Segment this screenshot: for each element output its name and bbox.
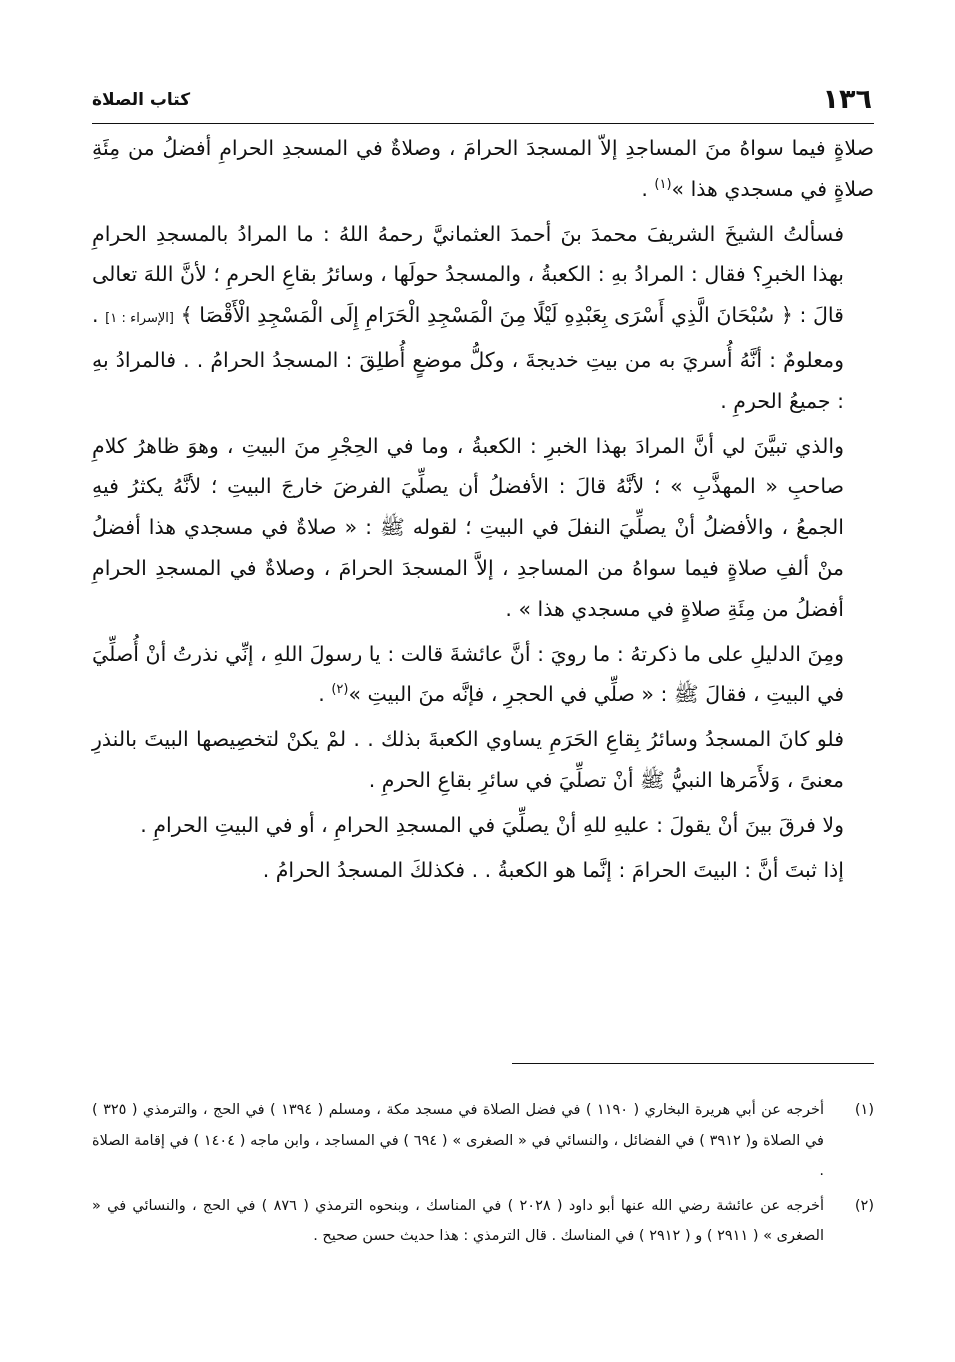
footnote-separator [512,1063,874,1064]
page-number: ١٣٦ [822,84,872,115]
header-rule [92,123,874,124]
footnote-1 [92,1095,874,1187]
paragraph-7: إذا ثبتَ أنَّ : البيتَ الحرامَ : إنَّما هو الكعبةُ . . فكذلكَ المسجدُ الحرامُ . [262,857,844,882]
quran-verse: ﴿ سُبْحَانَ الَّذِي أَسْرَى بِعَبْدِهِ لَيْلًا مِنَ الْمَسْجِدِ الْحَرَامِ إِلَى الْمَسْجِدِ الْأَقْصَا ﴾ [180,303,793,328]
footnote-2 [92,1191,874,1252]
paragraph-1: صلاةٍ فيما سواهُ منَ المساجدِ إلاّ المسجدَ الحرامَ ، وصلاةٌ في المسجدِ الحرامِ أفضلُ من مِئَةِ صلاةٍ في مسجدي هذا »$^{(١)}$ . [92,136,874,201]
paragraph-5: فلو كانَ المسجدُ وسائرُ بِقاعِ الحَرَمِ يساوي الكعبةَ بذلك . . لمْ يكنْ لتخصِيصها البيتَ بالنذرِ معنىً ، وَلأَمَرها النبيُّ ﷺ أنْ تصلِّيَ في سائرِ بقاعِ الحرمِ . [92,727,844,792]
quran-citation: [الإسراء : ١] [105,311,174,327]
paragraph-6: ولا فرقَ بينَ أنْ يقولَ : عليهِ للهِ أنْ يصلِّيَ في المسجدِ الحرامِ ، أو في البيتِ الحرامِ . [140,812,844,837]
book-title: كتاب الصلاة [92,90,191,110]
footnote-ref-1: (١) [654,176,672,192]
paragraph-4: ومِنَ الدليلِ على ما ذكرتهُ : ما رويَ : أنَّ عائشةَ قالت : يا رسولَ اللهِ ، إنِّي نذرتُ أنْ أُصلِّيَ في البيتِ ، فقالَ ﷺ : « صلِّي في الحجرِ ، فإنَّه منَ البيتِ »$^{(٢)}$ . [92,641,844,707]
footnote-text: أخرجه عن عائشة رضي الله عنها أبو داود ( ٢٠٢٨ ) في المناسك ، وبنحوه الترمذي ( ٨٧٦ ) في الحج ، والنسائي في « الصغرى » ( ٢٩١١ ) و ( ٢٩١٢ ) في المناسك . قال الترمذي : هذا حديث حسن صحيح . [92,1197,824,1244]
footnote-number: (١) [854,1102,874,1118]
footnote-number: (٢) [854,1197,874,1214]
paragraph-3: والذي تبيَّنَ لي أنَّ المرادَ بهذا الخبرِ : الكعبةُ ، وما في الحِجْرِ منَ البيتِ ، وهوَ ظاهرُ كلامِ صاحبِ « المهذَّبِ » ؛ لأنَّهُ قالَ : الأفضلُ أن يصلِّيَ الفرضَ خارجَ البيتِ ؛ لأنَّهُ يكثرُ فيهِ الجمعُ ، والأفضلُ أنْ يصلِّيَ النفلَ في البيتِ ؛ لقوله ﷺ : « صلاةٌ في مسجدي هذا أفضلُ منْ ألفِ صلاةٍ فيما سواهُ من المساجدِ ، إلاَّ المسجدَ الحرامَ ، وصلاةٌ في المسجدِ الحرامِ أفضلُ من مِئَةِ صلاةٍ في مسجدي هذا » . [92,433,844,621]
paragraph-2: فسألتُ الشيخَ الشريفَ محمدَ بنَ أحمدَ العثمانيَّ رحمهُ اللهُ : ما المرادُ بالمسجدِ الحرامِ بهذا الخبرِ؟ فقال : المرادُ بهِ : الكعبةُ ، والمسجدُ حولَها ، وسائرُ بقاعِ الحرمِ ؛ لأنَّ اللهَ تعالى قالَ : ﴿ سُبْحَانَ الَّذِي أَسْرَى بِعَبْدِهِ لَيْلًا مِنَ الْمَسْجِدِ الْحَرَامِ إِلَى الْمَسْجِدِ الْأَقْصَا ﴾ [الإسراء : ١] . ومعلومٌ : أنَّهُ أُسريَ به من بيتِ خديجةَ ، وكلُّ موضعٍ أُطلِقَ : المسجدُ الحرامُ . . فالمرادُ بهِ : جميعُ الحرمِ . [92,221,844,413]
footnote-ref-2: (٢) [331,682,349,698]
page-header [92,84,872,116]
main-text [92,128,874,890]
footnote-text: أخرجه عن أبي هريرة البخاري ( ١١٩٠ ) في فضل الصلاة في مسجد مكة ، ومسلم ( ١٣٩٤ ) في الحج ، والترمذي ( ٣٢٥ ) في الصلاة و( ٣٩١٢ ) في الفضائل ، والنسائي في « الصغرى » ( ٦٩٤ ) في المساجد ، وابن ماجه ( ١٤٠٤ ) في إقامة الصلاة . [92,1102,824,1179]
footnotes [92,1095,874,1252]
